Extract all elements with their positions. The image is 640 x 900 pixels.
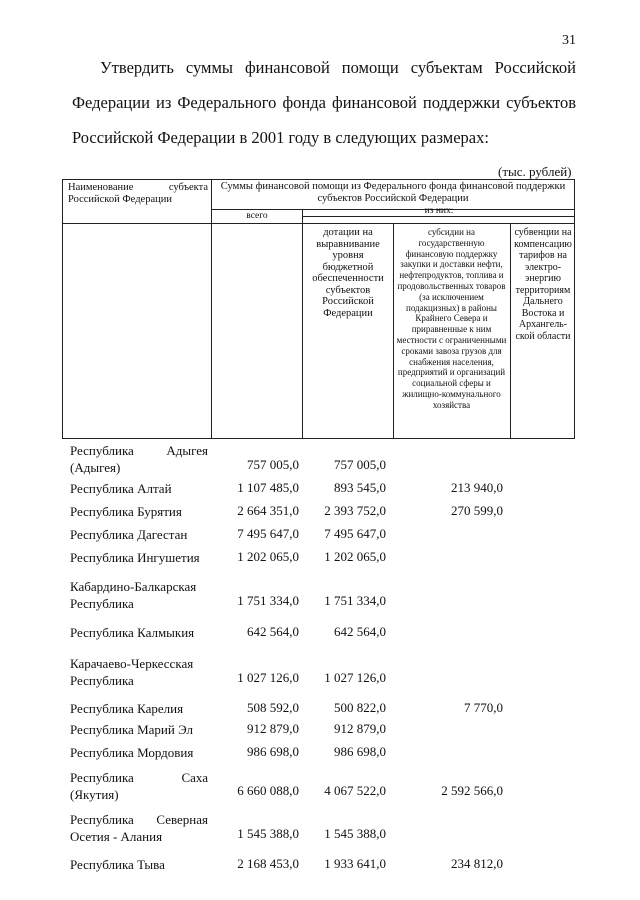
row-subsidies: 2 592 566,0 xyxy=(441,783,503,798)
intro-line-3: Российской Федерации в 2001 году в следующих размерах: xyxy=(72,128,489,147)
intro-word: помощи xyxy=(341,58,399,77)
row-total: 508 592,0 xyxy=(247,700,299,715)
row-total: 1 545 388,0 xyxy=(237,826,299,841)
column-header-subventions: субвенции на компенсацию тарифов на электро-энергию территориям Дальнего Востока и Архангель-ской области xyxy=(514,227,572,342)
row-name-line xyxy=(70,442,208,459)
intro-word: суммы xyxy=(185,58,233,77)
header-divider xyxy=(510,223,511,439)
row-total: 6 660 088,0 xyxy=(237,783,299,798)
row-name-word: Республика xyxy=(70,770,134,785)
header-divider xyxy=(393,223,394,439)
column-header-sums: Суммы финансовой помощи из Федерального фонда финансовой поддержки субъектов Российской Федерации xyxy=(220,181,566,204)
intro-word: Федерации xyxy=(72,93,150,112)
row-grants: 500 822,0 xyxy=(334,700,386,715)
page-number: 31 xyxy=(562,33,576,48)
row-name-line: Карачаево-Черкесская xyxy=(70,656,194,671)
header-divider xyxy=(302,209,303,439)
intro-line-1 xyxy=(100,58,576,78)
row-name: Республика Дагестан xyxy=(70,527,188,542)
intro-word: субъектам xyxy=(410,58,483,77)
row-name xyxy=(70,769,208,803)
row-name xyxy=(70,442,208,476)
row-subsidies: 213 940,0 xyxy=(451,480,503,495)
row-name-line: Осетия - Алания xyxy=(70,829,163,844)
row-name-word: Северная xyxy=(156,812,208,827)
row-subsidies: 234 812,0 xyxy=(451,856,503,871)
column-header-total: всего xyxy=(246,211,268,221)
row-name-line xyxy=(70,811,208,828)
intro-word: финансовой xyxy=(332,93,417,112)
row-grants: 912 879,0 xyxy=(334,721,386,736)
row-name-word: Республика xyxy=(70,443,134,458)
row-grants: 7 495 647,0 xyxy=(324,526,386,541)
column-header-of-which: из них: xyxy=(424,206,454,216)
row-total: 2 664 351,0 xyxy=(237,503,299,518)
row-total: 642 564,0 xyxy=(247,624,299,639)
column-header-subsidies: субсидии на государственную финансовую поддержку закупки и доставки нефти, нефтепродуктов, топлива и продовольственных товаров (за исключением подакцизных) в районы Крайнего Севера и приравненные к ним местности с ограниченными сроками завоза грузов для снабжения населения, предприятий и организаций социальной сферы и жилищно-коммунального хозяйства xyxy=(396,227,507,410)
row-name: Республика Алтай xyxy=(70,481,172,496)
row-grants: 642 564,0 xyxy=(334,624,386,639)
row-name-line: Кабардино-Балкарская xyxy=(70,579,197,594)
row-total: 7 495 647,0 xyxy=(237,526,299,541)
row-name-line: (Якутия) xyxy=(70,787,119,802)
header-divider xyxy=(62,223,575,224)
row-name-word: Адыгея xyxy=(166,443,208,458)
row-name: Республика Тыва xyxy=(70,857,165,872)
intro-word: финансовой xyxy=(244,58,330,77)
row-grants: 1 202 065,0 xyxy=(324,549,386,564)
row-subsidies: 270 599,0 xyxy=(451,503,503,518)
intro-word: Утвердить xyxy=(100,58,174,77)
row-grants: 757 005,0 xyxy=(334,457,386,472)
units-label: (тыс. рублей) xyxy=(498,164,572,179)
row-total: 986 698,0 xyxy=(247,744,299,759)
row-total: 1 202 065,0 xyxy=(237,549,299,564)
row-total: 1 751 334,0 xyxy=(237,593,299,608)
row-name-line: (Адыгея) xyxy=(70,460,121,475)
row-grants: 893 545,0 xyxy=(334,480,386,495)
table-header xyxy=(62,179,575,439)
row-grants: 1 545 388,0 xyxy=(324,826,386,841)
row-grants: 1 027 126,0 xyxy=(324,670,386,685)
row-name-line xyxy=(70,769,208,786)
row-grants: 4 067 522,0 xyxy=(324,783,386,798)
row-total: 2 168 453,0 xyxy=(237,856,299,871)
intro-word: субъектов xyxy=(506,93,576,112)
row-name: Республика Ингушетия xyxy=(70,550,200,565)
row-grants: 2 393 752,0 xyxy=(324,503,386,518)
row-name xyxy=(70,655,208,689)
intro-word: фонда xyxy=(282,93,326,112)
column-header-grants: дотации на выравнивание уровня бюджетной обеспеченности субъектов Российской Федерации xyxy=(312,227,384,319)
intro-word: поддержки xyxy=(422,93,501,112)
row-subsidies: 7 770,0 xyxy=(464,700,503,715)
intro-word: из xyxy=(155,93,172,112)
row-name-word: Саха xyxy=(181,770,208,785)
row-name: Республика Мордовия xyxy=(70,745,194,760)
row-name-line: Республика xyxy=(70,596,134,611)
row-total: 912 879,0 xyxy=(247,721,299,736)
row-name-word: Республика xyxy=(70,812,134,827)
row-total: 757 005,0 xyxy=(247,457,299,472)
intro-word: Российской xyxy=(494,58,576,77)
row-name xyxy=(70,811,208,845)
column-header-name: Наименование субъекта Российской Федерации xyxy=(68,182,208,205)
row-grants: 1 751 334,0 xyxy=(324,593,386,608)
row-name-line: Республика xyxy=(70,673,134,688)
row-total: 1 027 126,0 xyxy=(237,670,299,685)
row-name: Республика Марий Эл xyxy=(70,722,193,737)
row-name: Республика Калмыкия xyxy=(70,625,195,640)
row-name xyxy=(70,578,208,612)
intro-word: Федерального xyxy=(177,93,277,112)
row-grants: 1 933 641,0 xyxy=(324,856,386,871)
row-grants: 986 698,0 xyxy=(334,744,386,759)
intro-line-2 xyxy=(72,93,576,113)
row-total: 1 107 485,0 xyxy=(237,480,299,495)
row-name: Республика Карелия xyxy=(70,701,184,716)
row-name: Республика Бурятия xyxy=(70,504,182,519)
